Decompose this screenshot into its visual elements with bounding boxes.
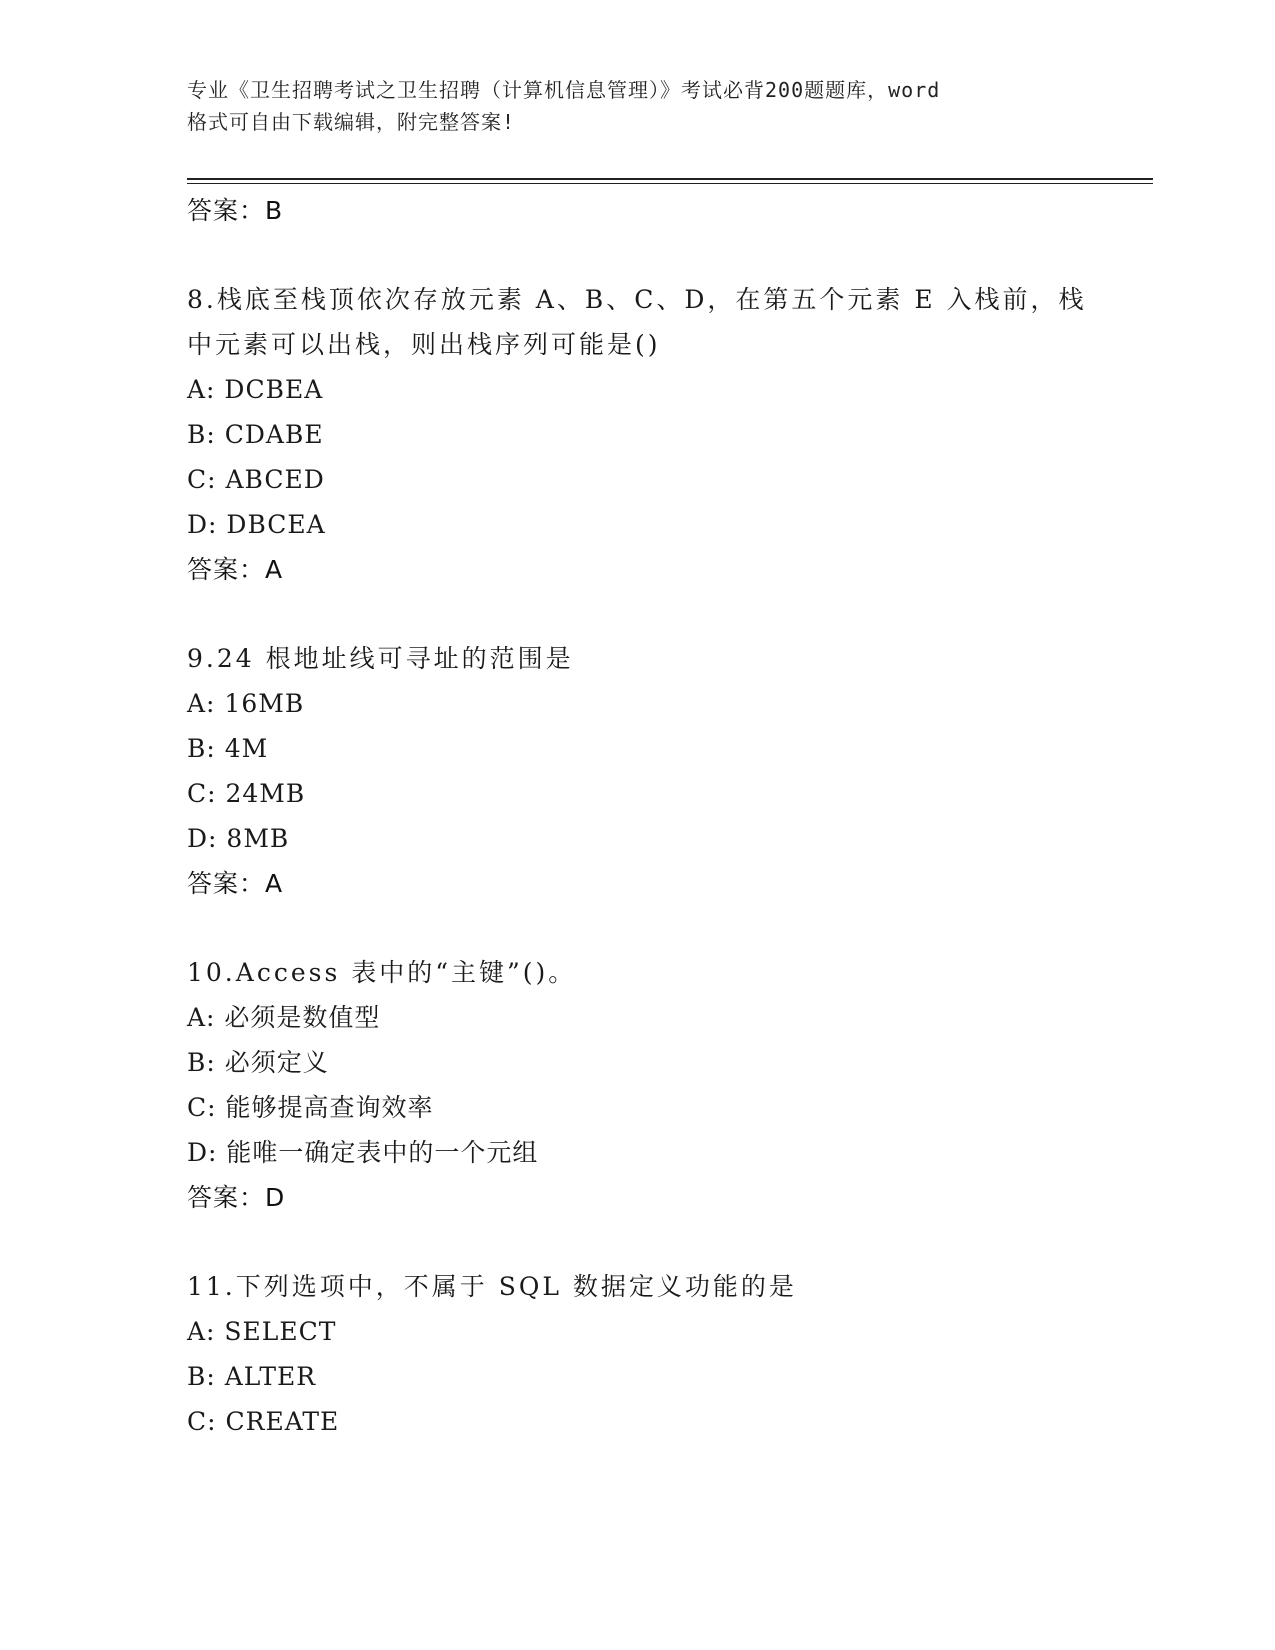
question-8	[187, 277, 1087, 593]
header-rule-thin	[187, 183, 1153, 184]
answer: 答案：A	[187, 555, 284, 584]
header-line-1: 专业《卫生招聘考试之卫生招聘（计算机信息管理）》考试必背200题题库，word	[187, 78, 941, 102]
question-stem: 10.Access 表中的“主键”()。	[187, 958, 577, 987]
answer: 答案：A	[187, 869, 284, 898]
option-c: C: 能够提高查询效率	[187, 1093, 434, 1122]
question-9	[187, 636, 1087, 907]
option-a: A: 16MB	[187, 689, 305, 718]
option-b: B: 4M	[187, 734, 269, 763]
answer-previous: 答案：B	[187, 196, 284, 225]
header-rule-thick	[187, 178, 1153, 180]
header-line-2: 格式可自由下载编辑，附完整答案!	[187, 110, 516, 134]
option-b: B: 必须定义	[187, 1048, 329, 1077]
option-d: D: 8MB	[187, 824, 290, 853]
option-d: D: 能唯一确定表中的一个元组	[187, 1138, 539, 1167]
option-a: A: 必须是数值型	[187, 1003, 381, 1032]
document-body	[187, 188, 1087, 1444]
question-10	[187, 950, 1087, 1221]
answer: 答案：D	[187, 1183, 286, 1212]
question-stem: 8.栈底至栈顶依次存放元素 A、B、C、D，在第五个元素 E 入栈前，栈	[187, 285, 1087, 314]
option-b: B: ALTER	[187, 1362, 317, 1391]
option-c: C: ABCED	[187, 465, 325, 494]
question-stem-continued: 中元素可以出栈，则出栈序列可能是()	[187, 330, 661, 359]
question-11	[187, 1264, 1087, 1444]
question-stem: 9.24 根地址线可寻址的范围是	[187, 644, 574, 673]
option-c: C: CREATE	[187, 1407, 340, 1436]
document-header	[187, 74, 1087, 138]
question-stem: 11.下列选项中，不属于 SQL 数据定义功能的是	[187, 1272, 797, 1301]
option-d: D: DBCEA	[187, 510, 326, 539]
option-a: A: DCBEA	[187, 375, 324, 404]
option-c: C: 24MB	[187, 779, 306, 808]
option-b: B: CDABE	[187, 420, 324, 449]
option-a: A: SELECT	[187, 1317, 337, 1346]
